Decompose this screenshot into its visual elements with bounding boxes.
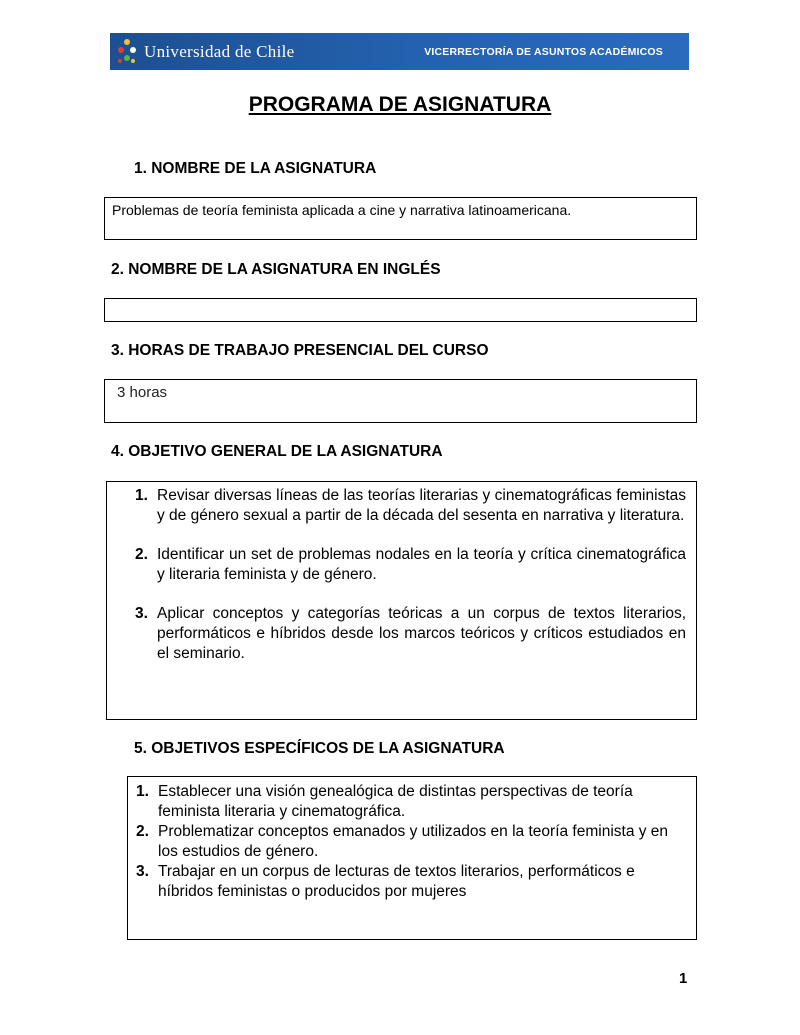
list-item (135, 604, 686, 664)
section-2-heading: 2. NOMBRE DE LA ASIGNATURA EN INGLÉS (111, 261, 441, 278)
general-objectives-list (135, 486, 686, 664)
general-objective-box (106, 481, 697, 720)
list-item (135, 545, 686, 585)
item-number: 1. (135, 487, 148, 504)
specific-objectives-list (136, 782, 688, 902)
list-item (136, 822, 688, 862)
section-3-heading: 3. HORAS DE TRABAJO PRESENCIAL DEL CURSO (111, 342, 489, 359)
hours-box (104, 379, 697, 423)
list-item (136, 782, 688, 822)
university-logo-icon (116, 38, 138, 66)
page-title: PROGRAMA DE ASIGNATURA (248, 93, 552, 116)
item-text: Aplicar conceptos y categorías teóricas a un corpus de textos literarios, performáticos e híbridos desde los marcos teóricos y críticos estudiados en el seminario. (157, 605, 686, 662)
item-text: Identificar un set de problemas nodales en la teoría y crítica cinematográfica y literaria feminista y de género. (157, 546, 686, 583)
university-name: Universidad de Chile (144, 41, 295, 61)
section-1-heading: 1. NOMBRE DE LA ASIGNATURA (134, 160, 377, 177)
item-number: 1. (136, 783, 149, 800)
header-banner (110, 33, 689, 70)
item-text: Revisar diversas líneas de las teorías literarias y cinematográficas feministas y de género sexual a partir de la década del sesenta en narrativa y literatura. (157, 487, 686, 524)
course-name-value: Problemas de teoría feminista aplicada a cine y narrativa latinoamericana. (112, 202, 572, 218)
page-number: 1 (679, 970, 688, 987)
vicerrectoria-label: VICERRECTORÍA DE ASUNTOS ACADÉMICOS (424, 45, 663, 58)
item-number: 2. (136, 823, 149, 840)
item-number: 2. (135, 546, 148, 563)
course-name-box (104, 197, 697, 240)
item-number: 3. (135, 605, 148, 622)
item-text: Establecer una visión genealógica de distintas perspectivas de teoría feminista literaria y cinematográfica. (158, 783, 633, 820)
section-5-heading: 5. OBJETIVOS ESPECÍFICOS DE LA ASIGNATURA (134, 740, 505, 757)
item-text: Problematizar conceptos emanados y utilizados en la teoría feminista y en los estudios de género. (158, 823, 669, 860)
list-item (135, 486, 686, 526)
list-item (136, 862, 688, 902)
hours-value: 3 horas (117, 384, 168, 401)
specific-objectives-box (127, 776, 697, 940)
item-text: Trabajar en un corpus de lecturas de textos literarios, performáticos e híbridos feministas o producidos por mujeres (158, 863, 635, 900)
course-name-english-box (104, 298, 697, 322)
item-number: 3. (136, 863, 149, 880)
section-4-heading: 4. OBJETIVO GENERAL DE LA ASIGNATURA (111, 443, 443, 460)
